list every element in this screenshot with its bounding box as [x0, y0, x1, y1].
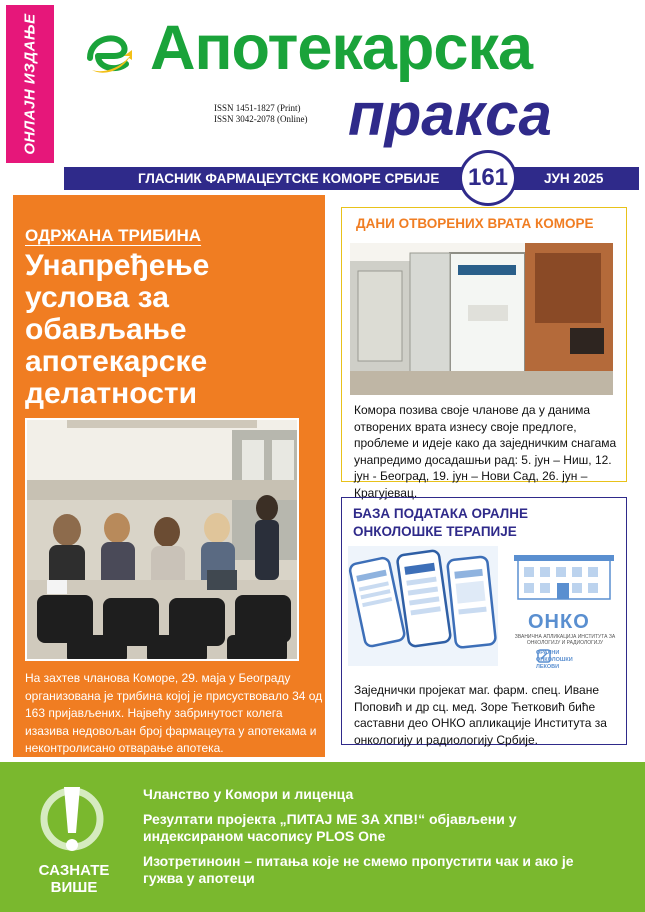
issue-date: ЈУН 2025	[544, 171, 604, 186]
issue-number-badge	[459, 150, 517, 206]
onko-brand: ОНКО	[528, 611, 590, 633]
onko-brand-subtitle: ЗВАНИЧНА АПЛИКАЦИЈА ИНСТИТУТА ЗА ОНКОЛОГИЈУ И РАДИОЛОГИЈУ	[514, 634, 616, 646]
issn-online: ISSN 3042-2078 (Online)	[214, 114, 308, 124]
lead-story-kicker[interactable]: ОДРЖАНА ТРИБИНА	[25, 226, 202, 245]
issn-block	[214, 103, 308, 125]
conference-hall-photo	[25, 418, 299, 661]
online-edition-tab	[6, 5, 54, 163]
e-logo-icon	[84, 28, 134, 78]
footer-links	[143, 786, 613, 895]
publisher-name: ГЛАСНИК ФАРМАЦЕУТСКЕ КОМОРЕ СРБИЈЕ	[138, 171, 440, 186]
oncology-text: Заједнички пројекат маг. фарм. спец. Иване Поповић и др сц. мед. Зоре Ћетковић биће саставни део ОНКО апликације Института за онкологију и радиологију Србије.	[354, 683, 607, 747]
open-days-title[interactable]: ДАНИ ОТВОРЕНИХ ВРАТА КОМОРЕ	[356, 216, 594, 231]
learn-more-label: САЗНАТЕ ВИШЕ	[38, 862, 110, 896]
oncology-title[interactable]: БАЗА ПОДАТАКА ОРАЛНЕ ОНКОЛОШКЕ ТЕРАПИЈЕ	[353, 506, 528, 539]
chamber-office-photo	[350, 243, 613, 395]
magazine-title-line2: пракса	[348, 81, 552, 148]
online-edition-label: ОНЛАЈН ИЗДАЊЕ	[21, 13, 39, 155]
exclamation-icon	[40, 783, 104, 865]
issue-number: 161	[467, 164, 509, 191]
onko-oral-drugs-label: ОРАЛНИ ОНКОЛОШКИ ЛЕКОВИ	[536, 650, 573, 670]
footer-link-hpv-project[interactable]: Резултати пројекта „ПИТАЈ МЕ ЗА ХПВ!“ објављени у индексираном часопису PLOS One	[143, 811, 517, 844]
open-days-text: Комора позива своје чланове да у данима отворених врата изнесу своје предлоге, проблеме и идеје како да заједничким снагама унапредимо досадашњи рад: 5. јун – Ниш, 12. јун - Београд, 19. јун – Нови Сад, 26. јун – Крагујевац.	[354, 403, 617, 500]
footer-link-membership[interactable]: Чланство у Комори и лиценца	[143, 786, 354, 802]
app-phones-illustration	[348, 546, 498, 666]
lead-story-text: На захтев чланова Коморе, 29. маја у Београду организована је трибина којој је присуствовало 34 од 163 пријављених. Највећу забринутост колега изазива недовољан број фармацеута у апотекама и неконтролисано отварање апотека.	[25, 671, 323, 755]
issn-print: ISSN 1451-1827 (Print)	[214, 103, 301, 113]
footer-link-isotretinoin[interactable]: Изотретиноин – питања које не смемо пропустити чак и ако је гужва у апотеци	[143, 853, 574, 886]
lead-story-headline[interactable]: Унапређење услова за обављање апотекарске делатности	[25, 249, 210, 410]
magazine-title-line1: Апотекарска	[150, 13, 533, 83]
